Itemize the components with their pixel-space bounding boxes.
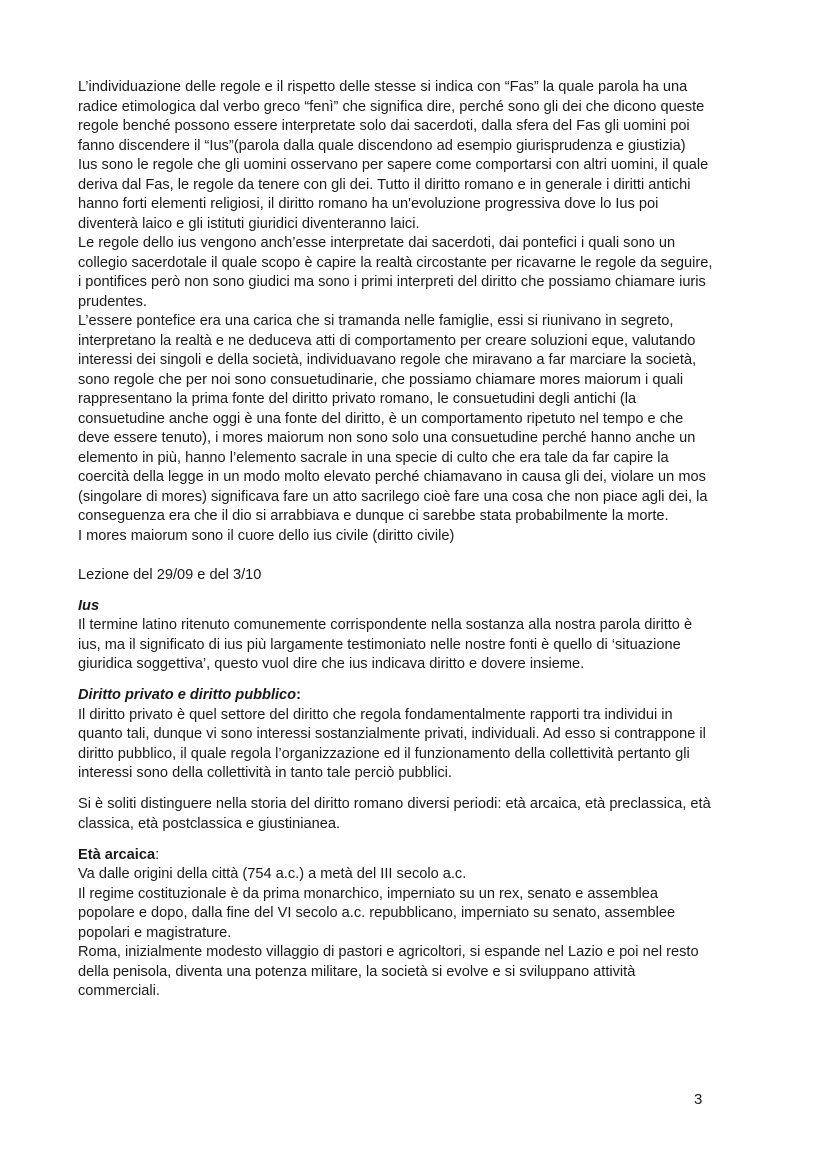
- text-line: Il termine latino ritenuto comunemente corrispondente nella sostanza alla nostra parola diritto è: [78, 617, 693, 633]
- text-line: ius, ma il significato di ius più largamente testimoniato nelle nostre fonti è quello di ‘situazione: [78, 636, 681, 653]
- section-heading: [78, 686, 778, 706]
- paragraph: [78, 795, 778, 834]
- text-line: diritto pubblico, il quale regola l’organizzazione ed il funzionamento della collettività pertanto gli: [78, 745, 690, 762]
- paragraph: [78, 566, 778, 586]
- text-line: fanno discendere il “Ius”(parola dalla quale discendono ad esempio giurisprudenza e giustizia): [78, 137, 686, 154]
- paragraph-spacer: [78, 675, 778, 687]
- text-line: Roma, inizialmente modesto villaggio di pastori e agricoltori, si espande nel Lazio e poi nel resto: [78, 944, 699, 960]
- text-line: rappresentano la prima fonte del diritto privato romano, le consuetudini degli antichi (la: [78, 391, 637, 407]
- text-line: prudentes.: [78, 293, 147, 310]
- text-line: coercità della legge in un modo molto elevato perché chiamavano in causa gli dei, violare un mos: [78, 469, 706, 485]
- text-line: collegio sacerdotale il quale scopo è capire la realtà circostante per ricavarne le regole da seguire,: [78, 254, 713, 271]
- paragraph-spacer: [78, 546, 778, 566]
- document-body: [78, 78, 778, 1002]
- text-line: hanno forti elementi religiosi, il diritto romano ha un'evoluzione progressiva dove lo Ius poi: [78, 196, 659, 212]
- text-line: classica, età postclassica e giustinianea.: [78, 815, 341, 832]
- text-line: interessi sono della collettività in tanto tale perciò pubblici.: [78, 765, 452, 781]
- text-line: sono regole che per noi sono consuetudinarie, che possiamo chiamare mores maiorum i quali: [78, 371, 684, 388]
- text-line: popolari e magistrature.: [78, 924, 232, 941]
- section-heading-text: Ius: [78, 597, 100, 614]
- text-line: L’essere pontefice era una carica che si tramanda nelle famiglie, essi si riunivano in segreto,: [78, 313, 674, 329]
- text-line: interpretano la realtà e ne deduceva atti di comportamento per creare soluzioni eque, valutando: [78, 332, 696, 349]
- text-line: commerciali.: [78, 983, 160, 999]
- text-line: regole benché possono essere interpretate solo dai sacerdoti, dalla sfera del Fas gli uomini poi: [78, 118, 690, 134]
- text-line: Lezione del 29/09 e del 3/10: [78, 566, 262, 583]
- page-number: 3: [694, 1091, 703, 1108]
- paragraph-spacer: [78, 784, 778, 796]
- text-line: diventerà laico e gli istituti giuridici diventeranno laici.: [78, 215, 420, 232]
- text-line: Va dalle origini della città (754 a.c.) a metà del III secolo a.c.: [78, 866, 467, 882]
- text-line: Il diritto privato è quel settore del diritto che regola fondamentalmente rapporti tra individui in: [78, 706, 673, 723]
- section-heading-text: Diritto privato e diritto pubblico: [78, 687, 297, 703]
- section-heading: [78, 597, 778, 617]
- paragraph-spacer: [78, 585, 778, 597]
- text-line: consuetudine anche oggi è una fonte del diritto, è un comportamento ripetuto nel tempo e che: [78, 410, 684, 427]
- paragraph-spacer: [78, 834, 778, 846]
- section-heading: [78, 846, 778, 866]
- text-line: L’individuazione delle regole e il rispetto delle stesse si indica con “Fas” la quale parola ha una: [78, 79, 688, 95]
- text-line: Il regime costituzionale è da prima monarchico, imperniato su un rex, senato e assemblea: [78, 885, 658, 902]
- paragraph: [78, 616, 778, 675]
- text-line: radice etimologica dal verbo greco “fenì” che significa dire, perché sono gli dei che dicono queste: [78, 98, 705, 115]
- text-line: della penisola, diventa una potenza militare, la società si evolve e si sviluppano attività: [78, 963, 636, 980]
- text-line: conseguenza era che il dio si arrabbiava e dunque ci sarebbe stata probabilmente la morte.: [78, 508, 669, 524]
- section-heading-colon: :: [296, 687, 301, 703]
- text-line: giuridica soggettiva’, questo vuol dire che ius indicava diritto e dovere insieme.: [78, 656, 585, 672]
- text-line: deve essere tenuto), i mores maiorum non sono solo una consuetudine perché hanno anche un: [78, 430, 696, 446]
- text-line: deriva dal Fas, le regole da tenere con gli dei. Tutto il diritto romano e in generale i diritti antichi: [78, 176, 691, 193]
- text-line: Le regole dello ius vengono anch’esse interpretate dai sacerdoti, dai pontefici i quali sono un: [78, 235, 676, 251]
- section-heading-text: Età arcaica: [78, 846, 156, 863]
- text-line: quanto tali, dunque vi sono interessi sostanzialmente privati, individuali. Ad esso si contrappone il: [78, 726, 706, 742]
- paragraph: [78, 706, 778, 784]
- paragraph: [78, 78, 778, 546]
- section-heading-colon: :: [155, 846, 160, 863]
- text-line: popolare e dopo, dalla fine del VI secolo a.c. repubblicano, imperniato su senato, assemblee: [78, 905, 676, 921]
- text-line: elemento in più, hanno l’elemento sacrale in una specie di culto che era tale da far capire la: [78, 449, 669, 466]
- text-line: I mores maiorum sono il cuore dello ius civile (diritto civile): [78, 527, 455, 544]
- text-line: Ius sono le regole che gli uomini osservano per sapere come comportarsi con altri uomini, il quale: [78, 157, 709, 173]
- text-line: Si è soliti distinguere nella storia del diritto romano diversi periodi: età arcaica, età preclassica, età: [78, 796, 711, 812]
- text-line: i pontifices però non sono giudici ma sono i primi interpreti del diritto che possiamo chiamare iuris: [78, 274, 706, 290]
- text-line: (singolare di mores) significava fare un atto sacrilego cioè fare una cosa che non piace agli dei, la: [78, 488, 708, 505]
- text-line: interessi dei singoli e della società, individuavano regole che miravano a far marciare la società,: [78, 352, 697, 368]
- paragraph: [78, 865, 778, 1002]
